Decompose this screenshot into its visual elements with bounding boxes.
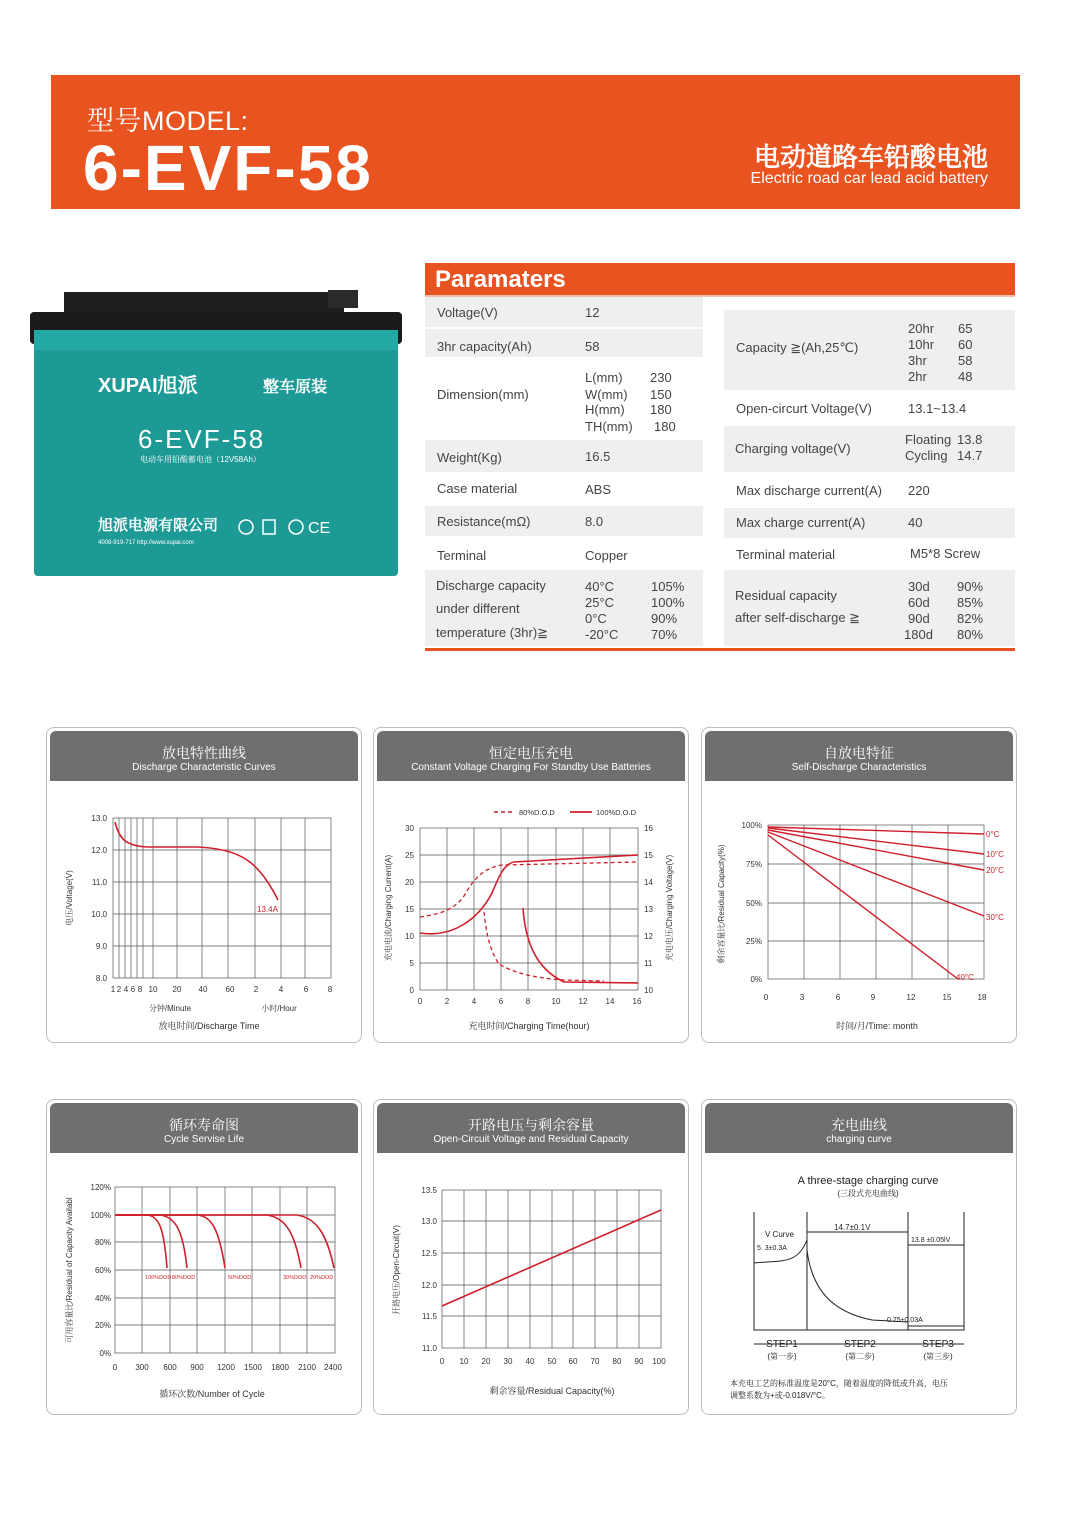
y-tick: 20: [405, 878, 414, 887]
y2-tick: 13: [644, 905, 653, 914]
x-tick: 60: [568, 1357, 578, 1366]
x-tick: 1200: [217, 1363, 235, 1372]
x-tick: 0: [112, 1363, 118, 1372]
y-tick: 20%: [94, 1321, 111, 1330]
legend-item: 100%D.O.D: [596, 808, 637, 817]
y-tick: 0: [409, 986, 414, 995]
param-sub-value: 13.8: [957, 432, 983, 447]
product-title-en: Electric road car lead acid battery: [750, 170, 988, 187]
y-axis-label: 电压/Voltage(V): [65, 870, 74, 926]
battery-brand: XUPAI旭派: [98, 375, 198, 397]
y-tick: 12.0: [421, 1281, 437, 1290]
params-bottom-rule: [425, 648, 1015, 651]
series-line-30dod: [115, 1215, 301, 1268]
param-sub-label: 3hr: [908, 353, 927, 368]
param-label: Capacity ≧(Ah,25℃): [736, 340, 859, 355]
param-sub-value: 180: [650, 402, 672, 417]
param-value: 13.1~13.4: [908, 401, 967, 416]
param-label: Charging voltage(V): [735, 441, 851, 456]
param-sub-value: 85%: [957, 595, 984, 610]
param-sub-label: -20°C: [585, 627, 619, 642]
note-line: 本充电工艺的标准温度是20°C，随着温度的降低或升高，电压: [730, 1379, 948, 1388]
x-tick: 12: [578, 997, 588, 1006]
param-sub-value: 60: [958, 337, 973, 352]
battery-contact: 4008-919-717 http://www.xupai.com: [98, 540, 194, 546]
param-sub-value: 180: [654, 419, 676, 434]
param-row-case: [425, 474, 703, 504]
series-label: 30°C: [986, 913, 1004, 922]
series-label: 80%DOD: [172, 1275, 196, 1281]
x-tick: 90: [634, 1357, 644, 1366]
model-label: 型号MODEL:: [87, 106, 249, 136]
x-tick: 300: [135, 1363, 149, 1372]
y-tick: 10.0: [91, 910, 107, 919]
x-tick: 2: [444, 997, 450, 1006]
param-sub-value: 90%: [957, 579, 984, 594]
x-tick: 18: [977, 993, 987, 1002]
param-label-line: under different: [436, 601, 520, 616]
x-tick: 600: [163, 1363, 177, 1372]
y2-tick: 12: [644, 932, 653, 941]
param-value: 40: [908, 515, 923, 530]
param-sub-label: 20hr: [908, 321, 935, 336]
y-tick: 100%: [90, 1211, 111, 1220]
param-sub-value: 65: [958, 321, 973, 336]
param-row-charging-voltage: [724, 426, 1015, 472]
param-sub-label: Floating: [905, 432, 952, 447]
cycle-life-chart: [47, 1100, 361, 1414]
series-label: 20%DOD: [310, 1275, 334, 1281]
y-tick: 15: [405, 905, 414, 914]
x-tick: 10: [148, 985, 158, 994]
param-label: Open-circurt Voltage(V): [736, 401, 872, 416]
x-axis-label: 循环次数/Number of Cycle: [159, 1389, 265, 1399]
curve-label: 5. 3±0.3A: [757, 1245, 787, 1252]
x-tick: 1: [110, 985, 116, 994]
y-axis-label: 开路电压/Open-Circuit(V): [392, 1225, 401, 1315]
x-tick: 70: [590, 1357, 600, 1366]
y-tick: 8.0: [95, 974, 107, 983]
x-tick: 30: [503, 1357, 513, 1366]
panel-cycle-life: [46, 1099, 362, 1415]
legend: [494, 808, 637, 817]
param-sub-value: 150: [650, 387, 672, 402]
y2-tick: 16: [644, 824, 653, 833]
x-tick: 40: [198, 985, 208, 994]
y2-axis-label: 充电电压/Charging Voltage(V): [665, 854, 674, 962]
y-tick: 11.0: [422, 1344, 437, 1353]
y-tick: 25: [405, 851, 414, 860]
y-tick: 10: [405, 932, 414, 941]
param-value: 12: [585, 305, 600, 320]
x-tick: 20: [172, 985, 182, 994]
battery-subtitle: 电动车用铅酸蓄电池（12V58Ah）: [140, 455, 261, 464]
param-sub-value: 100%: [651, 595, 685, 610]
param-row-dimension: [425, 361, 703, 437]
y-tick: 100%: [741, 821, 762, 830]
param-sub-label: 90d: [908, 611, 930, 626]
x-tick: 2: [253, 985, 259, 994]
x-tick: 0: [439, 1357, 445, 1366]
y-tick: 50%: [745, 899, 762, 908]
param-value: 8.0: [585, 514, 604, 529]
y2-tick: 10: [644, 986, 653, 995]
battery-image: [28, 290, 404, 580]
x-tick: 6: [130, 985, 136, 994]
x-tick: 12: [906, 993, 916, 1002]
curve-label: 14.7±0.1V: [834, 1223, 871, 1232]
param-label: 3hr capacity(Ah): [437, 339, 532, 354]
param-sub-value: 14.7: [957, 448, 983, 463]
legend-item: 80%D.O.D: [519, 808, 555, 817]
series-line-100dod: [115, 1215, 167, 1268]
param-value: Copper: [585, 548, 628, 563]
x-tick: 8: [525, 997, 531, 1006]
param-sub-value: 48: [958, 369, 973, 384]
param-sub-value: 230: [650, 370, 672, 385]
param-sub-value: 80%: [957, 627, 984, 642]
params-header: [425, 263, 1015, 295]
x-axis-label: 时间/月/Time: month: [836, 1021, 918, 1031]
x-tick: 20: [481, 1357, 491, 1366]
step-label: STEP2: [844, 1339, 876, 1350]
param-sub-label: H(mm): [585, 402, 625, 417]
header-banner: [51, 75, 1020, 209]
param-label: Weight(Kg): [437, 450, 502, 465]
y-tick: 80%: [94, 1238, 111, 1247]
y-tick: 60%: [94, 1266, 111, 1275]
param-value: 58: [585, 339, 600, 354]
param-sub-label: L(mm): [585, 370, 623, 385]
charging-curve-chart: [702, 1100, 1016, 1414]
battery-model: 6-EVF-58: [138, 424, 266, 454]
charging-chart: [374, 728, 688, 1042]
x-tick: 8: [327, 985, 333, 994]
product-title-cn: 电动道路车铅酸电池: [753, 142, 988, 172]
param-value: 16.5: [585, 449, 611, 464]
param-sub-value: 90%: [651, 611, 678, 626]
param-row-capacity-hours: [724, 310, 1015, 390]
param-value: ABS: [585, 482, 612, 497]
x-tick: 4: [123, 985, 129, 994]
param-row-max-charge: [724, 508, 1015, 538]
x-tick: 6: [835, 993, 841, 1002]
annotation: 13.4A: [257, 905, 278, 914]
param-sub-label: 40°C: [585, 579, 615, 594]
panel-title: 自放电特征: [824, 745, 894, 761]
x-tick: 6: [303, 985, 309, 994]
params-title: Paramaters: [435, 266, 566, 293]
series-label: 40°C: [956, 973, 974, 982]
step-label: STEP3: [922, 1339, 954, 1350]
param-label: Terminal: [437, 548, 487, 563]
x-tick: 8: [137, 985, 143, 994]
param-value: 220: [908, 483, 930, 498]
param-row-terminal: [425, 540, 703, 568]
param-row-capacity: [425, 329, 703, 357]
curve-label: 0.75±0.03A: [887, 1317, 923, 1324]
svg-text:CE: CE: [308, 520, 331, 537]
param-sub-value: 105%: [651, 579, 685, 594]
x-axis-label: 放电时间/Discharge Time: [158, 1021, 260, 1031]
y-tick: 13.5: [421, 1186, 437, 1195]
panel-title: 开路电压与剩余容量: [468, 1117, 594, 1133]
series-line-80dod: [115, 1215, 187, 1268]
panel-charging: [373, 727, 689, 1043]
ocv-line: [442, 1210, 661, 1306]
y2-tick: 14: [644, 878, 653, 887]
panel-title: 循环寿命图: [169, 1117, 239, 1133]
param-label: Max discharge current(A): [736, 483, 882, 498]
panel-self-discharge: [701, 727, 1017, 1043]
param-label: Dimension(mm): [437, 387, 529, 402]
param-label: Resistance(mΩ): [437, 514, 531, 529]
x-tick: 40: [525, 1357, 535, 1366]
y-tick: 120%: [90, 1183, 111, 1192]
y-tick: 0%: [99, 1349, 111, 1358]
series-label: 20°C: [986, 866, 1004, 875]
x-tick: 4: [471, 997, 477, 1006]
x-tick: 2400: [324, 1363, 342, 1372]
panel-title: 充电曲线: [831, 1117, 887, 1133]
y-tick: 30: [405, 824, 414, 833]
param-row-self-discharge: [724, 570, 1015, 646]
y-axis-label: 可用容量比/Residual of Capacity Availabl: [65, 1197, 74, 1343]
chart-title: A three-stage charging curve: [797, 1175, 939, 1187]
y-tick: 40%: [94, 1294, 111, 1303]
battery-tag: 整车原装: [263, 379, 328, 396]
y-tick: 25%: [745, 937, 762, 946]
curve-label: V Curve: [765, 1230, 794, 1239]
y-tick: 5: [409, 959, 414, 968]
param-sub-label: 10hr: [908, 337, 935, 352]
discharge-chart: [47, 728, 361, 1042]
series-label: 100%DOD: [145, 1275, 172, 1281]
param-label: Terminal material: [736, 547, 835, 562]
step-label-cn: (第一步): [767, 1352, 797, 1361]
x-tick: 900: [190, 1363, 204, 1372]
panel-subtitle: charging curve: [826, 1134, 892, 1145]
y-tick: 11.5: [422, 1312, 437, 1321]
series-label: 10°C: [986, 850, 1004, 859]
x-tick: 0: [417, 997, 423, 1006]
param-sub-label: W(mm): [585, 387, 628, 402]
discharge-curve: [115, 822, 278, 900]
series-label: 0°C: [986, 830, 1000, 839]
param-label-line: temperature (3hr)≧: [436, 625, 549, 640]
chart-subtitle: (三段式充电曲线): [837, 1189, 899, 1198]
param-sub-label: Cycling: [905, 448, 948, 463]
param-row-discharge-capacity: [425, 570, 703, 646]
param-label-line: after self-discharge ≧: [735, 610, 861, 625]
x-unit-label: 分钟/Minute: [148, 1004, 192, 1013]
panel-subtitle: Discharge Characteristic Curves: [132, 762, 276, 773]
series-label: 30%DOD: [283, 1275, 307, 1281]
param-sub-label: 180d: [904, 627, 933, 642]
curve-label: 13.8 ±0.05lV: [911, 1237, 951, 1244]
series-line-20dod: [115, 1215, 334, 1268]
step-label-cn: (第三步): [923, 1352, 953, 1361]
param-row-voltage: [425, 297, 703, 327]
x-tick: 50: [547, 1357, 557, 1366]
param-label-line: Discharge capacity: [436, 578, 546, 593]
param-row-weight: [425, 440, 703, 472]
voltage-curve-100: [420, 855, 638, 934]
series-label: 50%DOD: [228, 1275, 252, 1281]
y-tick: 12.0: [91, 846, 107, 855]
panel-subtitle: Open-Circuit Voltage and Residual Capacity: [433, 1134, 629, 1145]
y2-tick: 11: [644, 959, 653, 968]
battery-company: 旭派电源有限公司: [98, 517, 219, 534]
x-tick: 3: [799, 993, 805, 1002]
x-tick: 100: [652, 1357, 666, 1366]
panel-ocv: [373, 1099, 689, 1415]
param-sub-value: 70%: [651, 627, 678, 642]
param-value: M5*8 Screw: [910, 546, 981, 561]
x-tick: 60: [225, 985, 235, 994]
panel-subtitle: Constant Voltage Charging For Standby Use Batteries: [411, 762, 651, 773]
y-tick: 75%: [745, 860, 762, 869]
param-sub-label: 60d: [908, 595, 930, 610]
y-tick: 12.5: [421, 1249, 437, 1258]
x-tick: 0: [763, 993, 769, 1002]
param-label: Voltage(V): [437, 305, 498, 320]
x-tick: 15: [942, 993, 952, 1002]
panel-discharge: [46, 727, 362, 1043]
x-axis-label: 剩余容量/Residual Capacity(%): [489, 1386, 615, 1396]
x-tick: 16: [632, 997, 642, 1006]
y-tick: 0%: [750, 975, 762, 984]
param-row-terminal-material: [724, 540, 1015, 568]
y-tick: 13.0: [91, 814, 107, 823]
param-sub-label: 2hr: [908, 369, 927, 384]
y-axis-label: 剩余容量比/Residual Capacity(%): [717, 844, 726, 964]
param-sub-label: TH(mm): [585, 419, 633, 434]
param-label-line: Residual capacity: [735, 588, 837, 603]
panel-charging-curve: [701, 1099, 1017, 1415]
param-sub-label: 25°C: [585, 595, 615, 610]
ocv-chart: [374, 1100, 688, 1414]
step-label: STEP1: [766, 1339, 798, 1350]
y2-tick: 15: [644, 851, 653, 860]
y-tick: 11.0: [92, 878, 107, 887]
current-curve-100: [523, 908, 638, 983]
y-tick: 9.0: [95, 942, 107, 951]
param-sub-value: 58: [958, 353, 973, 368]
param-sub-label: 30d: [908, 579, 930, 594]
panel-title: 恒定电压充电: [489, 745, 573, 761]
x-tick: 2: [116, 985, 122, 994]
param-sub-value: 82%: [957, 611, 984, 626]
x-tick: 14: [605, 997, 615, 1006]
x-axis-label: 充电时间/Charging Time(hour): [468, 1021, 590, 1031]
x-tick: 10: [459, 1357, 469, 1366]
y-axis-label: 充电电流/Charging Current(A): [384, 854, 393, 962]
current-curve-80: [484, 912, 604, 981]
x-tick: 1800: [271, 1363, 289, 1372]
model-name: 6-EVF-58: [83, 132, 373, 204]
series-line-40c: [768, 835, 958, 979]
x-tick: 80: [612, 1357, 622, 1366]
panel-subtitle: Self-Discharge Characteristics: [791, 762, 927, 773]
self-discharge-chart: [702, 728, 1016, 1042]
x-tick: 4: [278, 985, 284, 994]
x-tick: 2100: [298, 1363, 316, 1372]
step-label-cn: (第二步): [845, 1352, 875, 1361]
note-line: 调整系数为+或-0.018V/°C。: [730, 1391, 830, 1400]
param-row-max-discharge: [724, 475, 1015, 505]
x-tick: 6: [498, 997, 504, 1006]
x-tick: 9: [870, 993, 876, 1002]
panel-subtitle: Cycle Servise Life: [163, 1134, 245, 1145]
param-label: Case material: [437, 481, 518, 496]
panel-title: 放电特性曲线: [162, 745, 246, 761]
y-tick: 13.0: [421, 1217, 437, 1226]
param-row-ocv: [724, 393, 1015, 423]
x-unit-label: 小时/Hour: [261, 1004, 297, 1013]
param-sub-label: 0°C: [585, 611, 607, 626]
param-label: Max charge current(A): [736, 515, 866, 530]
param-row-resistance: [425, 506, 703, 536]
x-tick: 1500: [244, 1363, 262, 1372]
x-tick: 10: [551, 997, 561, 1006]
